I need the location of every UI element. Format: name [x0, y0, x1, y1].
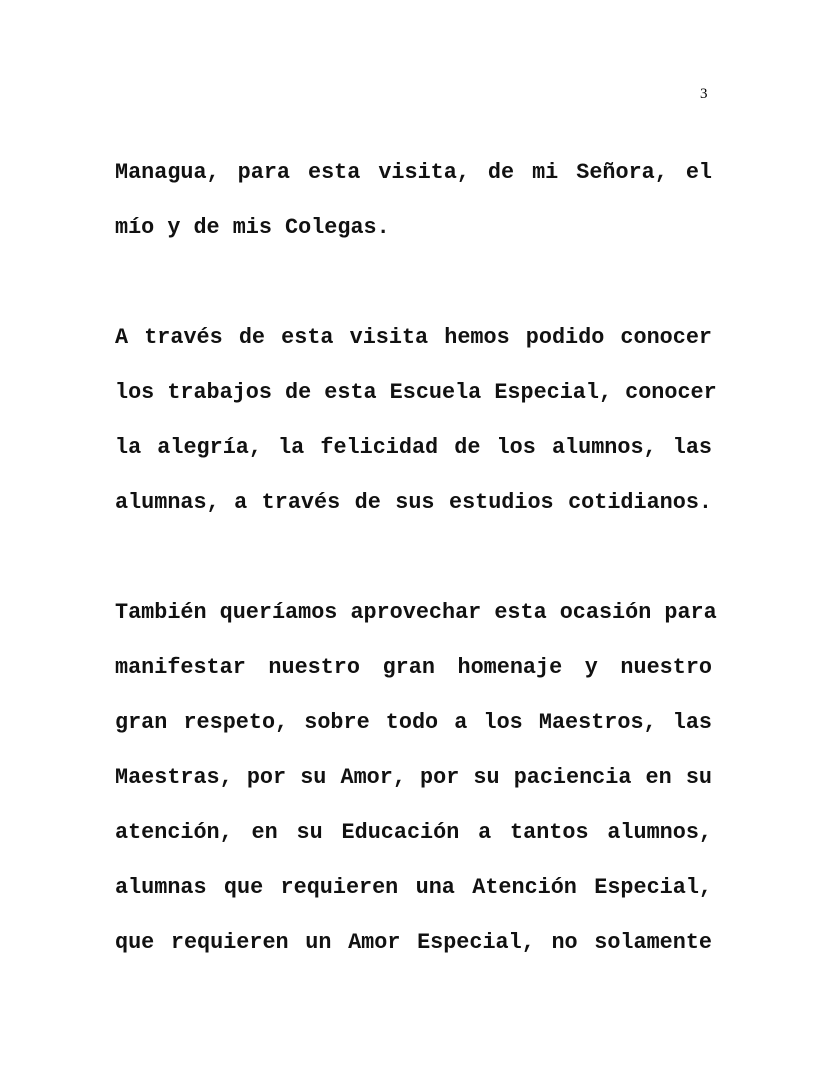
text-line: que requieren un Amor Especial, no solamente — [115, 930, 712, 955]
text-line: alumnas que requieren una Atención Especial, — [115, 875, 712, 900]
text-line: A través de esta visita hemos podido conocer — [115, 325, 712, 350]
text-line: Managua, para esta visita, de mi Señora, el — [115, 160, 712, 185]
paragraph-2 — [115, 310, 717, 530]
text-line: manifestar nuestro gran homenaje y nuestro — [115, 655, 712, 680]
text-line: atención, en su Educación a tantos alumnos, — [115, 820, 712, 845]
text-line: los trabajos de esta Escuela Especial, conocer — [115, 380, 717, 405]
text-line: También queríamos aprovechar esta ocasión para — [115, 600, 717, 625]
text-line: mío y de mis Colegas. — [115, 215, 390, 240]
paragraph-1 — [115, 145, 712, 255]
text-line: alumnas, a través de sus estudios cotidianos. — [115, 490, 712, 515]
paragraph-3 — [115, 585, 717, 970]
text-line: Maestras, por su Amor, por su paciencia en su — [115, 765, 712, 790]
text-line: la alegría, la felicidad de los alumnos, las — [115, 435, 712, 460]
page-number: 3 — [700, 86, 708, 102]
text-line: gran respeto, sobre todo a los Maestros, las — [115, 710, 712, 735]
